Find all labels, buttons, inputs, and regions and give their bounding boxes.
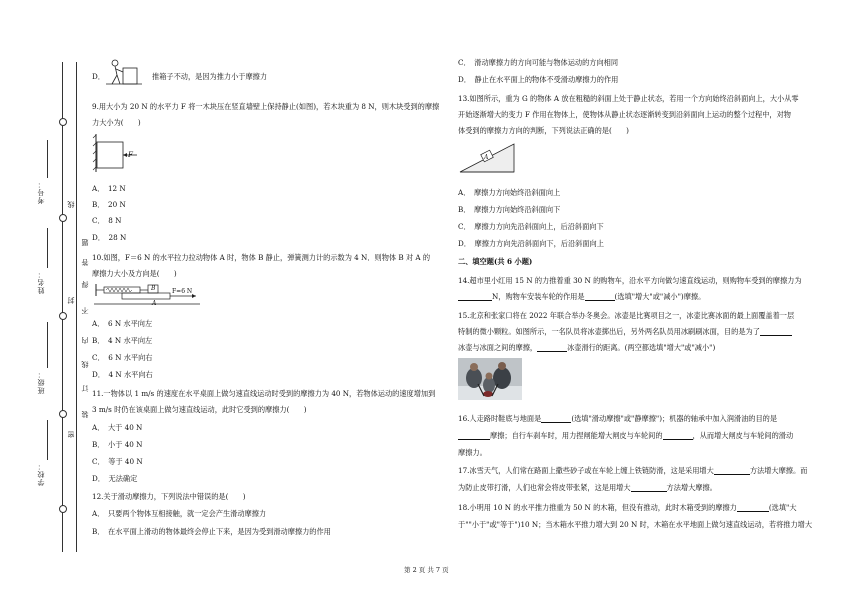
- q11-stem-line1: 11.一物体以 1 m/s 的速度在水平桌面上做匀速直线运动时受到的摩擦力为 40 N，若物体运动的速度增加到: [92, 389, 436, 398]
- page-footer: 第 2 页 共 7 页: [404, 566, 449, 574]
- q10-figure-block-b: B: [151, 285, 156, 292]
- q18-blank-1[interactable]: [737, 504, 769, 512]
- school-blank: [47, 420, 48, 460]
- q11-option-c: C． 等于 40 N: [92, 457, 143, 466]
- q15-blank-2[interactable]: [537, 344, 567, 352]
- q15-stem-line1: 15.北京和张家口将在 2022 年联合举办冬奥会。冰壶是比赛项目之一，冰壶比赛冰面的最上面覆盖着一层: [458, 311, 795, 320]
- q10-stem-line1: 10.如图，F＝6 N 的水平拉力拉动物体 A 时，物体 B 静止，弹簧测力计的示数为 4 N．则物体 B 对 A 的: [92, 253, 431, 262]
- q13-option-a: A． 摩擦力方向始终沿斜面向上: [458, 188, 561, 197]
- q16-stem-line2: 摩擦；自行车刹车时，用力捏闸能增大闸皮与车轮间的 ，从而增大闸皮与车轮间的滑动: [458, 431, 793, 440]
- q14-blank-1[interactable]: [458, 293, 492, 301]
- q11-option-a: A． 大于 40 N: [92, 423, 143, 432]
- q12-stem: 12.关于滑动摩擦力，下列说法中错误的是( ): [92, 492, 246, 501]
- exam-number-label: 考号：: [37, 180, 45, 204]
- seal-char: 答: [81, 258, 89, 266]
- class-label: 班级：: [37, 370, 45, 394]
- seal-char: 得: [81, 280, 89, 288]
- q15-blank-1[interactable]: [760, 328, 792, 336]
- q13-stem-line1: 13.如图所示，重为 G 的物体 A 放在粗糙的斜面上处于静止状态，若用一个方向始终沿斜面向上，大小从零: [458, 94, 799, 103]
- binding-line-outer: [62, 62, 63, 552]
- q11-option-d: D． 无法确定: [92, 474, 138, 483]
- q14-stem-line2: N，购物车安装车轮的作用是 (选填"增大"或"减小")摩擦。: [458, 292, 705, 301]
- q9-figure-force-label: F: [128, 150, 133, 159]
- seal-char: 订: [81, 384, 89, 392]
- q12-option-b: B． 在水平面上滑动的物体最终会停止下来，是因为受到滑动摩擦力的作用: [92, 527, 331, 536]
- q9-option-d: D． 28 N: [92, 233, 127, 242]
- binding-hole: [59, 410, 67, 418]
- q9-option-a: A． 12 N: [92, 184, 126, 193]
- q9-stem-line1: 9.用大小为 20 N 的水平力 F 将一木块压在竖直墙壁上保持静止(如图)，若木块重为 8 N，则木块受到的摩擦: [92, 102, 440, 111]
- name-blank: [47, 228, 48, 268]
- name-label: 姓名：: [37, 270, 45, 294]
- binding-hole: [59, 118, 67, 126]
- q18-stem-line1: 18.小明用 10 N 的水平推力推重为 50 N 的木箱，但没有推动，此时木箱受到的摩擦力 (选填"大: [458, 503, 797, 512]
- q12-option-c: C． 滑动摩擦力的方向可能与物体运动的方向相同: [458, 58, 619, 67]
- q18-stem-line2: 于""小于"或"等于")10 N；当木箱水平推力增大到 20 N 时，木箱在水平地面上做匀速直线运动，若将推力增大: [458, 520, 813, 529]
- q9-figure-wall-block: [92, 132, 142, 174]
- q13-option-b: B． 摩擦力方向始终沿斜面向下: [458, 205, 561, 214]
- binding-hole: [59, 214, 67, 222]
- q10-option-d: D． 4 N 水平向右: [92, 370, 153, 379]
- q10-stem-line2: 摩擦力大小及方向是( ): [92, 269, 177, 278]
- q16-blank-3[interactable]: [663, 432, 693, 440]
- q10-figure-force-label: F=6 N: [172, 288, 193, 295]
- school-label: 学校：: [37, 462, 45, 486]
- q12-option-d: D． 静止在水平面上的物体不受滑动摩擦力的作用: [458, 75, 619, 84]
- q13-stem-line3: 体受到的摩擦力方向的判断，下列说法正确的是( ): [458, 126, 629, 135]
- q9-option-b: B． 20 N: [92, 200, 126, 209]
- q8-figure-person-box: [106, 58, 142, 86]
- exam-number-blank: [47, 140, 48, 178]
- q12-option-a: A． 只要两个物体互相接触，就一定会产生滑动摩擦力: [92, 509, 267, 518]
- seal-char: 线: [67, 200, 75, 208]
- seal-char: 封: [67, 296, 75, 304]
- q14-blank-2[interactable]: [585, 293, 615, 301]
- q10-option-c: C． 6 N 水平向右: [92, 353, 153, 362]
- seal-char: 密: [67, 430, 75, 438]
- seal-char: 内: [81, 336, 89, 344]
- q17-blank-2[interactable]: [631, 484, 667, 492]
- seal-char: 线: [81, 360, 89, 368]
- seal-char: 不: [81, 306, 89, 314]
- class-blank: [47, 322, 48, 368]
- q14-stem-line1: 14.超市里小红用 15 N 的力推着重 30 N 的购物车，沿水平方向做匀速直线运动，则购物车受到的摩擦力为: [458, 276, 802, 285]
- q13-option-d: D． 摩擦力方向先沿斜面向下，后沿斜面向上: [458, 239, 604, 248]
- q13-stem-line2: 开始逐渐增大的变力 F 作用在物体上，使物体从静止状态逐渐转变到沿斜面向上运动的整个过程中，对物: [458, 110, 791, 119]
- seal-char: 题: [81, 238, 89, 246]
- seal-char: 装: [81, 410, 89, 418]
- q16-blank-2[interactable]: [458, 432, 490, 440]
- q15-curling-photo: [458, 358, 522, 400]
- q9-option-c: C． 8 N: [92, 216, 122, 225]
- q10-figure-block-a: A: [152, 300, 157, 307]
- binding-hole: [59, 312, 67, 320]
- q10-option-a: A． 6 N 水平向左: [92, 319, 153, 328]
- q11-stem-line2: 3 m/s 时仍在该桌面上做匀速直线运动，此时它受到的摩擦力( ): [92, 405, 307, 414]
- q8-option-d-text: 推箱子不动，是因为推力小于摩擦力: [152, 72, 268, 81]
- q13-figure-block-label: A: [484, 154, 489, 161]
- q17-blank-1[interactable]: [714, 467, 750, 475]
- q15-stem-line3: 冰壶与冰面之间的摩擦， 冰壶滑行的距离。(两空都选填"增大"或"减小"): [458, 343, 716, 352]
- q16-stem-line3: 摩擦力。: [458, 448, 487, 457]
- q10-option-b: B． 4 N 水平向左: [92, 336, 153, 345]
- q8-option-d-label: D．: [92, 72, 105, 81]
- q13-option-c: C． 摩擦力方向先沿斜面向上，后沿斜面向下: [458, 222, 604, 231]
- q15-stem-line2: 特制的微小颗粒。如图所示，一名队员将冰壶掷出后，另外两名队员用冰刷刷冰面，目的是为了: [458, 327, 792, 336]
- q16-blank-1[interactable]: [541, 415, 571, 423]
- binding-hole: [59, 505, 67, 513]
- binding-line-inner: [76, 62, 77, 552]
- q17-stem-line1: 17.冰雪天气，人们常在路面上撒些砂子或在车轮上缠上铁链防滑，这是采用增大 方法增大摩擦。而: [458, 466, 808, 475]
- q9-stem-line2: 力大小为( ): [92, 118, 141, 127]
- q17-stem-line2: 为防止皮带打滑，人们也常会将皮带张紧，这是用增大 方法增大摩擦。: [458, 483, 717, 492]
- section-title-fill-in: 二、填空题(共 6 小题): [458, 257, 533, 266]
- q16-stem-line1: 16.人走路时鞋底与地面是 (选填"滑动摩擦"或"静摩擦")；机器的轴承中加入润滑油的目的是: [458, 414, 778, 423]
- q11-option-b: B． 小于 40 N: [92, 440, 143, 449]
